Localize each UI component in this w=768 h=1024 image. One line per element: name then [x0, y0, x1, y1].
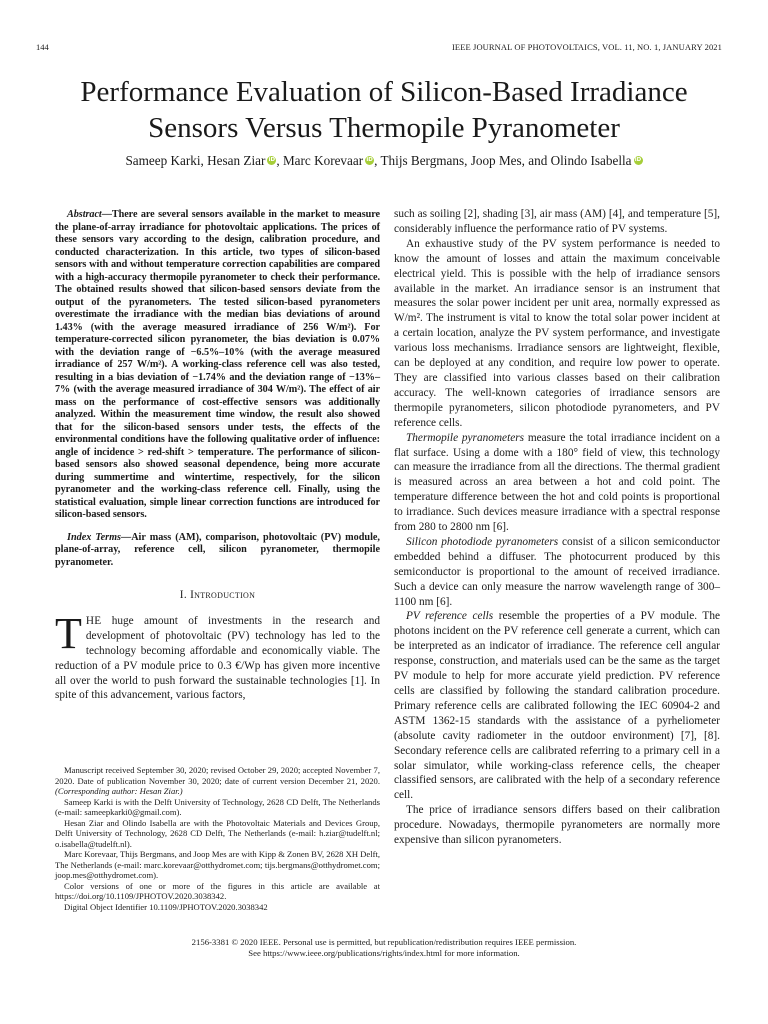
- author-name: Marc Korevaar: [282, 153, 364, 168]
- body-paragraph: such as soiling [2], shading [3], air mass (AM) [4], and temperature [5], considerably influence the performance ratio of PV systems.: [394, 208, 720, 235]
- body-paragraph: [394, 609, 720, 803]
- footnotes: [55, 765, 380, 912]
- body-paragraph: An exhaustive study of the PV system performance is needed to know the amount of losses and attain the maximum conceivable electrical yield. This is possible with the help of irradiance sensors available in the market. An irradiance sensor is an instrument that measures the solar power incident per unit area, normally expressed as W/m². The instrument is vital to know the total solar power incident at a certain location, analyze the PV system performance, and investigate various loss mechanisms. Irradiance sensors are lightweight, flexible, can be deployed at any condition, and require low power to operate. They are classified into various classes based on their calibration accuracy. The well-known categories of irradiance sensors are thermopile pyranometers, silicon photodiode pyranometers, and PV reference cells.: [394, 237, 720, 429]
- copyright-notice: [40, 937, 728, 959]
- corresponding-author: (Corresponding author: Hesan Ziar.): [55, 786, 183, 796]
- section-numeral: I.: [179, 589, 187, 601]
- journal-info: IEEE JOURNAL OF PHOTOVOLTAICS, VOL. 11, NO. 1, JANUARY 2021: [452, 42, 722, 52]
- footnote-affiliation: Marc Korevaar, Thijs Bergmans, and Joop Mes are with Kipp & Zonen BV, 2628 XH Delft, The Netherlands (e-mail: marc.korevaar@otthydromet.com; tijs.bergmans@otthydromet.com; joop.mes@otthydromet.com).: [55, 849, 380, 880]
- abstract: [55, 209, 380, 522]
- author-name: Joop Mes: [470, 153, 522, 168]
- intro-text: huge amount of investments in the research and development of photovoltaic (PV) technology has led to the technology becoming affordable and economically viable. The reduction of a PV module price to 0.3 €/Wp has given more incentive all over the world to push forward the sustainable technologies [1]. In spite of this advancement, various factors,: [55, 614, 380, 702]
- term-silicon-photodiode: Silicon photodiode pyranometers: [406, 535, 559, 548]
- section-heading: [55, 588, 380, 603]
- paragraph-text: consist of a silicon semiconductor embedded behind a diffuser. The photocurrent produced by this semiconductor is proportional to the amount of received irradiance. Such a device can only measure the narrow wavelength range of 300–1100 nm [6].: [394, 535, 720, 608]
- footnote-received: [55, 765, 380, 797]
- drop-cap: T: [55, 608, 82, 658]
- author-separator: ,: [374, 153, 381, 168]
- author-name: Thijs Bergmans: [380, 153, 465, 168]
- author-list: [20, 153, 748, 169]
- right-column: [394, 207, 720, 848]
- paper-title: [20, 74, 748, 146]
- footnote-received-text: Manuscript received September 30, 2020; revised October 29, 2020; accepted November 7, 2020. Date of publication November 30, 2020; date of current version December 21, 2020.: [55, 765, 380, 786]
- author-separator: , and: [521, 153, 551, 168]
- left-column: [55, 209, 380, 703]
- intro-paragraph: [55, 608, 380, 703]
- title-line-1: Performance Evaluation of Silicon-Based Irradiance: [80, 76, 688, 108]
- index-terms-lead: Index Terms: [67, 531, 122, 543]
- orcid-icon[interactable]: iD: [268, 157, 276, 163]
- running-header: [36, 42, 722, 56]
- page-number: 144: [36, 42, 49, 52]
- abstract-text: —There are several sensors available in the market to measure the plane-of-array irradiance for photovoltaic applications. The prices of these sensors vary according to the design, calibration procedure, and conducted characterization. In this article, two types of silicon-based sensors with and without temperature correction capabilities are compared with a high-accuracy thermopile pyranometer to check their performance. The obtained results showed that silicon-based sensors deviate from the output of the pyranometers. The tested silicon-based pyranometers overestimate the irradiance with the median bias deviations of around 1.43% (with the average measured irradiance of 256 W/m²). For temperature-corrected silicon pyranometer, the bias deviation is 0.07% with the deviation range of −6.5%–10% (with the average measured irradiance of 257 W/m²). A working-class reference cell was also tested, resulting in a bias deviation of −1.74% and the deviation range of −13%–7% (with the average measured irradiance of 304 W/m²). The effect of air mass on the performance of cost-effective sensors was additionally analyzed. Within the measurement time window, the result also showed that for the silicon-based sensors under tests, the effects of the environmental conditions have the following qualitative order of influence: angle of incidence > red-shift > temperature. The performance of silicon-based sensors also showed seasonal dependence, being more accurate during summertime and wintertime, respectively, for the silicon pyranometer and the working-class reference cell. Finally, using the statistical evaluation, simple linear correction functions are introduced for silicon-based sensors.: [55, 209, 380, 520]
- author-name: Sameep Karki: [125, 153, 201, 168]
- orcid-icon[interactable]: iD: [634, 157, 642, 163]
- title-line-2: Sensors Versus Thermopile Pyranometer: [148, 112, 620, 144]
- body-paragraph: The price of irradiance sensors differs based on their calibration procedure. Nowadays, thermopile pyranometers are normally more expensive than silicon pyranometers.: [394, 804, 720, 847]
- footnote-doi: Digital Object Identifier 10.1109/JPHOTOV.2020.3038342: [64, 901, 268, 912]
- footnote-color-versions: Color versions of one or more of the figures in this article are available at https://doi.org/10.1109/JPHOTOV.2020.3038342.: [55, 880, 380, 901]
- body-paragraph: [394, 431, 720, 535]
- intro-caps: HE: [85, 614, 102, 627]
- index-terms: [55, 532, 380, 570]
- copyright-line-1: 2156-3381 © 2020 IEEE. Personal use is permitted, but republication/redistribution requires IEEE permission.: [191, 937, 577, 947]
- index-terms-text: —Air mass (AM), comparison, photovoltaic (PV) module, plane-of-array, reference cell, silicon pyranometer, thermopile pyranometer.: [55, 531, 380, 568]
- body-paragraph: [394, 535, 720, 610]
- author-name: Olindo Isabella: [550, 153, 632, 168]
- copyright-line-2: See https://www.ieee.org/publications/rights/index.html for more information.: [248, 948, 520, 958]
- orcid-icon[interactable]: iD: [366, 157, 373, 163]
- paragraph-text: resemble the properties of a PV module. The photons incident on the PV reference cell generate a current, which can be interpreted as an indicator of irradiance. The reference cell angular response, construction, and materials used can be the same as the target PV module to help for more accurate yield prediction. PV reference cells are classified by following the standard calibration procedure. Primary reference cells are calibrated following the IEC 60904-2 and ASTM 1362-15 standards with the assistance of a pyrheliometer (absolute cavity radiometer in the outdoor environment) [7], [8]. Secondary reference cells are calibrated referring to a primary cell in a solar simulator, while working-class reference cells, the cheaper classified sensors, are calibrated with the help of a secondary reference cell.: [394, 610, 720, 802]
- author-separator: ,: [276, 153, 283, 168]
- term-reference-cells: PV reference cells: [406, 610, 494, 623]
- term-thermopile: Thermopile pyranometers: [406, 431, 525, 444]
- abstract-lead: Abstract: [67, 209, 102, 220]
- footnote-affiliation: Hesan Ziar and Olindo Isabella are with the Photovoltaic Materials and Devices Group, Delft University of Technology, 2628 CD Delft, The Netherlands (e-mail: h.ziar@tudelft.nl; o.isabella@tudelft.nl).: [55, 817, 380, 849]
- author-separator: ,: [464, 153, 471, 168]
- section-title: Introduction: [190, 589, 256, 601]
- author-name: Hesan Ziar: [207, 153, 266, 168]
- author-separator: ,: [200, 153, 208, 168]
- paragraph-text: measure the total irradiance incident on a flat surface. Using a dome with a 180° field of view, this technology can measure the irradiance from all the directions. The thermal gradient is measured across an area between a hot and cold point. The temperature difference between the hot and cold points is proportional to irradiance. Such devices measure irradiance with a spectral response from 280 to 2800 nm [6].: [394, 431, 720, 534]
- footnote-affiliation: Sameep Karki is with the Delft University of Technology, 2628 CD Delft, The Netherlands (e-mail: sameepkarki0@gmail.com).: [55, 796, 380, 817]
